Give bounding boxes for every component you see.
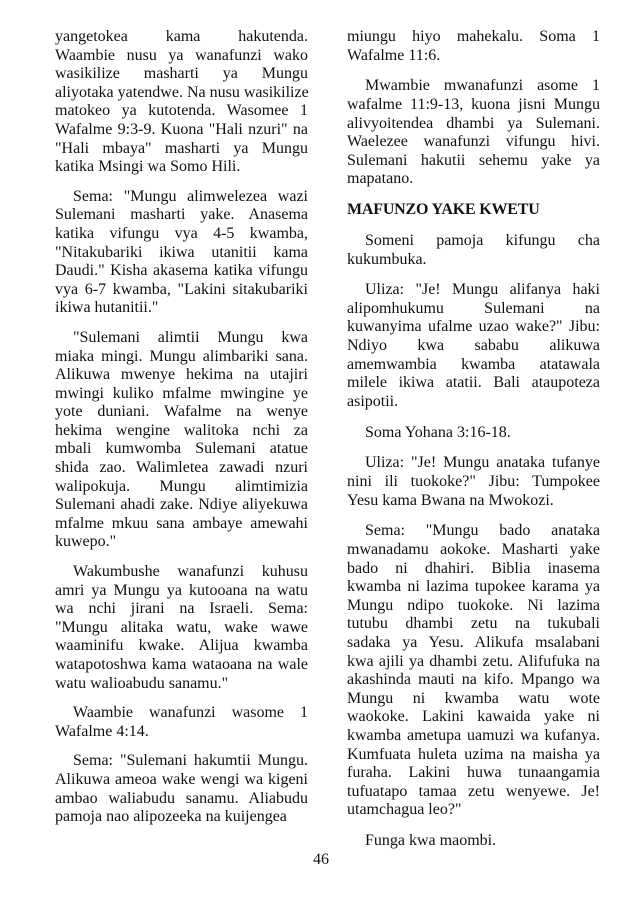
text-line: tufuatapo tamaa zetu wenyewe. Je! [347, 782, 600, 800]
paragraph [347, 28, 600, 65]
text-line: amri ya Mungu ya kutooana na watu [55, 581, 308, 599]
text-line: watapotoshwa kama wataoana na wale [55, 656, 308, 673]
paragraph [347, 77, 600, 189]
text-line: katika vifungu vya 4-5 kwamba, [55, 224, 308, 242]
text-line: Ndiyo kwa sababu alikuwa [347, 337, 600, 355]
text-line: kwamba ni lazima tupokee karama ya [347, 578, 600, 596]
text-line: amemwambia kwamba atatawala [347, 355, 600, 373]
text-line: miaka mingi. Mungu alimbariki sana. [55, 347, 308, 365]
text-line: MAFUNZO YAKE KWETU [347, 201, 540, 219]
text-line: Kumfuata huleta uzima na maisha ya [347, 745, 600, 763]
text-line: mfalme mkuu sana ambaye amewahi [55, 514, 308, 532]
section-heading [347, 201, 600, 220]
paragraph [55, 704, 308, 741]
paragraph [347, 232, 600, 269]
text-line: Sulemani masharti yake. Anasema [55, 206, 308, 224]
right-column [347, 28, 600, 863]
text-line: "Sulemani alimtii Mungu kwa [73, 328, 308, 346]
paragraph [347, 424, 600, 443]
text-line: Waelezee wanafunzi vifungu hivi. [347, 133, 600, 151]
text-line: Wafalme 4:14. [55, 722, 149, 740]
text-line: alivyoitendea dhambi ya Sulemani. [347, 114, 600, 132]
text-line: kukumbuka. [347, 250, 427, 268]
text-line: bado ni dhahiri. Biblia inasema [347, 559, 600, 577]
text-line: Uliza: "Je! Mungu alifanya haki [365, 281, 600, 299]
text-line: aliyotaka yatendwe. Na nusu wasikilize [55, 83, 309, 101]
text-line: Uliza: "Je! Mungu anataka tufanye [365, 454, 600, 472]
text-line: ikiwa hutanitii." [55, 299, 159, 317]
text-line: wasikilize masharti ya Mungu [55, 65, 308, 83]
text-line: Alikuwa mwenye hekima na utajiri [55, 366, 308, 384]
page-number: 46 [313, 851, 329, 868]
text-line: Alikuwa ameoa wake wengi wa kigeni [55, 770, 308, 788]
text-line: furaha. Lakini huwa tunaangamia [347, 764, 600, 782]
text-line: Sulemani hakutii sehemu yake ya [347, 151, 600, 169]
paragraph [55, 329, 308, 552]
text-line: yote duniani. Wafalme na wenye [55, 403, 308, 421]
text-line: "Nitakubariki ikiwa utanitii kama [55, 243, 308, 261]
text-line: mwanadamu aokoke. Masharti yake [347, 540, 600, 558]
text-line: Mwambie mwanafunzi asome 1 [365, 77, 600, 95]
text-line: Waambie nusu ya wanafunzi wako [55, 46, 308, 64]
text-line: Sulemani ahadi zake. Ndiye aliyekuwa [55, 496, 308, 514]
text-line: miungu hiyo mahekalu. Soma 1 [347, 28, 600, 45]
text-line: waokoke. Lakini kawaida yake ni [347, 708, 600, 726]
text-line: alipomhukumu Sulemani na [347, 299, 600, 317]
text-line: Sema: "Mungu alimwelezea wazi [73, 187, 308, 205]
paragraph [55, 28, 308, 177]
text-line: Wafalme 9:3-9. Kuona "Hali nzuri" na [55, 120, 308, 138]
text-line: kwa ajili ya dhambi zetu. Alifufuka na [347, 652, 600, 670]
text-line: wa nchi jirani na Israeli. Sema: [55, 600, 308, 618]
text-line: akashinda mauti na kifo. Mpango wa [347, 671, 600, 689]
text-line: Funga kwa maombi. [365, 832, 497, 850]
text-line: "Hali mbaya" masharti ya Mungu [55, 139, 308, 157]
text-line: Sema: "Mungu bado anataka [365, 522, 600, 540]
paragraph [347, 832, 600, 851]
text-line: Soma Yohana 3:16-18. [365, 423, 511, 441]
paragraph [347, 522, 600, 820]
text-line: katika Msingi wa Somo Hili. [55, 158, 241, 176]
left-column [55, 28, 308, 838]
text-line: Wafalme 11:6. [347, 46, 441, 64]
text-line: ambao waliabudu sanamu. Aliabudu [55, 789, 308, 807]
text-line: kwamba ametupa uamuzi wa kufanya. [347, 726, 600, 744]
text-line: matokeo ya kutotenda. Wasomee 1 [55, 102, 308, 120]
text-line: asipotii. [347, 392, 399, 410]
text-line: yangetokea kama hakutenda. [55, 28, 308, 45]
paragraph [347, 454, 600, 510]
text-line: tutubu dhambi zetu na tukubali [347, 615, 600, 633]
text-line: "Mungu alitaka watu, wake wawe [55, 618, 308, 636]
text-line: Sema: "Sulemani hakumtii Mungu. [73, 752, 308, 770]
text-line: Mungu ndipo tuokoke. Ni lazima [347, 596, 600, 614]
text-line: vya 6-7 kwamba, "Lakini sitakubariki [55, 280, 308, 298]
text-line: watu walioabudu sanamu." [55, 674, 229, 692]
paragraph [55, 563, 308, 693]
paragraph [55, 188, 308, 318]
paragraph [347, 281, 600, 411]
text-line: wafalme 11:9-13, kuona jisni Mungu [347, 95, 600, 113]
text-line: mwingi kuliko mfalme mwingine ye [55, 384, 308, 402]
text-line: walipokuja. Mungu alimtimizia [55, 477, 308, 495]
text-line: Yesu kama Bwana na Mwokozi. [347, 491, 554, 509]
text-line: waaminifu kwake. Alijua kwamba [55, 637, 308, 655]
text-line: kuwepo." [55, 533, 117, 551]
text-line: Waambie wanafunzi wasome 1 [73, 704, 308, 722]
text-line: shida zao. Walimletea zawadi nzuri [55, 459, 308, 477]
text-line: utamchagua leo?" [347, 801, 462, 819]
text-line: nini ili tuokoke?" Jibu: Tumpokee [347, 473, 600, 490]
text-line: mapatano. [347, 170, 414, 188]
text-line: hekima wengine walitoka nchi za [55, 421, 308, 439]
text-line: Someni pamoja kifungu cha [365, 231, 600, 249]
paragraph [55, 752, 308, 826]
text-line: kuwanyima ufalme uzao wake?" Jibu: [347, 318, 600, 336]
text-line: pamoja nao alipozeeka na kuijengea [55, 808, 287, 826]
text-line: Mungu ni kwamba watu wote [347, 689, 600, 707]
text-line: mbali kumwomba Sulemani atatue [55, 440, 308, 458]
text-line: sadaka ya Yesu. Alikufa msalabani [347, 633, 600, 651]
text-line: milele ikiwa atatii. Bali ataupoteza [347, 374, 600, 392]
text-line: Daudi." Kisha akasema katika vifungu [55, 262, 308, 280]
text-line: Wakumbushe wanafunzi kuhusu [73, 563, 308, 581]
